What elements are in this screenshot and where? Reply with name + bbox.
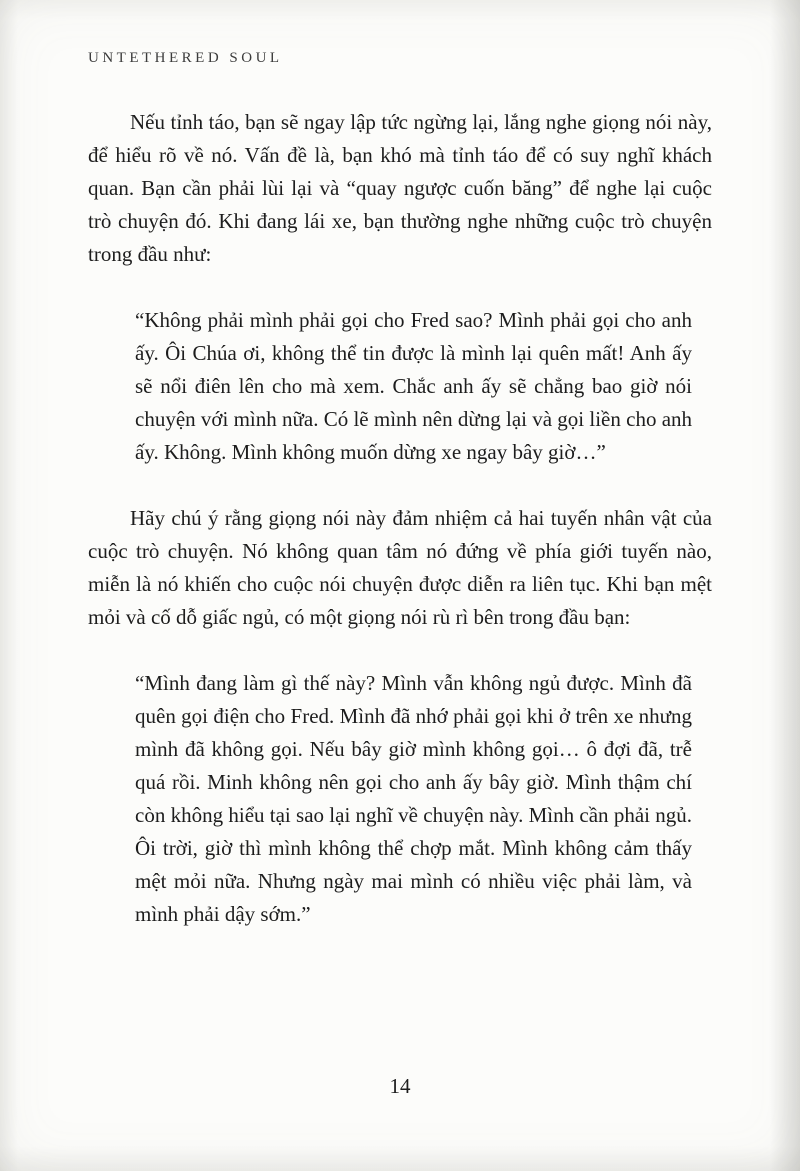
block-quote-2: “Mình đang làm gì thế này? Mình vẫn không ngủ được. Mình đã quên gọi điện cho Fred. Mình đã nhớ phải gọi khi ở trên xe nhưng mình đã không gọi. Nếu bây giờ mình không gọi… ô đợi đã, trễ quá rồi. Minh không nên gọi cho anh ấy bây giờ. Mình thậm chí còn không hiểu tại sao lại nghĩ về chuyện này. Mình cần phải ngủ. Ôi trời, giờ thì mình không thể chợp mắt. Mình không cảm thấy mệt mỏi nữa. Nhưng ngày mai mình có nhiều việc phải làm, và mình phải dậy sớm.” — [135, 671, 692, 926]
block-quote-1: “Không phải mình phải gọi cho Fred sao? Mình phải gọi cho anh ấy. Ôi Chúa ơi, không thể tin được là mình lại quên mất! Anh ấy sẽ nổi điên lên cho mà xem. Chắc anh ấy sẽ chẳng bao giờ nói chuyện với mình nữa. Có lẽ mình nên dừng lại và gọi liền cho anh ấy. Không. Mình không muốn dừng xe ngay bây giờ…” — [135, 308, 693, 464]
paragraph-2: Hãy chú ý rằng giọng nói này đảm nhiệm cả hai tuyến nhân vật của cuộc trò chuyện. Nó không quan tâm nó đứng về phía giới tuyến nào, miễn là nó khiến cho cuộc nói chuyện được diễn ra liên tục. Khi bạn mệt mỏi và cố dỗ giấc ngủ, có một giọng nói rù rì bên trong đầu bạn: — [88, 506, 712, 629]
running-header: UNTETHERED SOUL — [88, 50, 283, 66]
paragraph-1: Nếu tỉnh táo, bạn sẽ ngay lập tức ngừng lại, lắng nghe giọng nói này, để hiểu rõ về nó. Vấn đề là, bạn khó mà tỉnh táo để có suy nghĩ khách quan. Bạn cần phải lùi lại và “quay ngược cuốn băng” để nghe lại cuộc trò chuyện đó. Khi đang lái xe, bạn thường nghe những cuộc trò chuyện trong đầu như: — [88, 110, 712, 266]
page-number: 14 — [389, 1074, 411, 1098]
page-content — [88, 106, 712, 931]
